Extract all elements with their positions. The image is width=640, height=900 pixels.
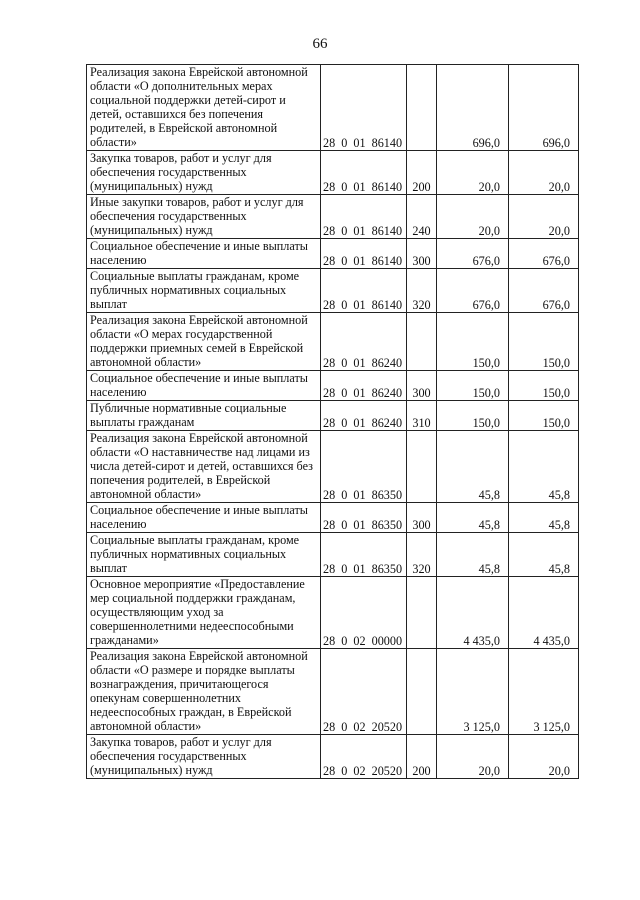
row-expense-type: 320 — [407, 269, 437, 313]
table-row — [87, 371, 579, 401]
row-expense-type: 200 — [407, 151, 437, 195]
row-description: Реализация закона Еврейской автономной области «О мерах государственной поддержки приемных семей в Еврейской автономной области» — [87, 313, 321, 371]
row-amount-1: 45,8 — [437, 533, 509, 577]
row-description: Реализация закона Еврейской автономной области «О дополнительных мерах социальной поддержки детей-сирот и детей, оставшихся без попечения родителей, в Еврейской автономной области» — [87, 65, 321, 151]
row-amount-1: 20,0 — [437, 735, 509, 779]
row-description: Социальное обеспечение и иные выплаты населению — [87, 371, 321, 401]
table-row — [87, 239, 579, 269]
row-expense-type: 310 — [407, 401, 437, 431]
budget-table — [86, 64, 579, 779]
table-row — [87, 401, 579, 431]
row-expense-type — [407, 577, 437, 649]
row-expense-type — [407, 313, 437, 371]
row-target-code: 28 0 01 86140 — [321, 195, 407, 239]
row-amount-2: 676,0 — [509, 269, 579, 313]
row-expense-type — [407, 431, 437, 503]
row-target-code: 28 0 01 86350 — [321, 503, 407, 533]
row-amount-1: 150,0 — [437, 401, 509, 431]
row-expense-type: 320 — [407, 533, 437, 577]
row-amount-1: 4 435,0 — [437, 577, 509, 649]
row-amount-1: 20,0 — [437, 151, 509, 195]
row-amount-1: 150,0 — [437, 313, 509, 371]
row-amount-2: 20,0 — [509, 151, 579, 195]
row-amount-1: 150,0 — [437, 371, 509, 401]
row-amount-2: 150,0 — [509, 371, 579, 401]
row-amount-2: 676,0 — [509, 239, 579, 269]
row-amount-2: 45,8 — [509, 533, 579, 577]
row-target-code: 28 0 01 86350 — [321, 533, 407, 577]
row-target-code: 28 0 01 86140 — [321, 65, 407, 151]
row-amount-2: 20,0 — [509, 735, 579, 779]
table-row — [87, 431, 579, 503]
row-target-code: 28 0 02 00000 — [321, 577, 407, 649]
row-amount-2: 150,0 — [509, 313, 579, 371]
row-amount-2: 45,8 — [509, 503, 579, 533]
table-row — [87, 577, 579, 649]
table-row — [87, 649, 579, 735]
table-row — [87, 269, 579, 313]
row-target-code: 28 0 01 86240 — [321, 371, 407, 401]
row-amount-2: 3 125,0 — [509, 649, 579, 735]
row-target-code: 28 0 01 86140 — [321, 269, 407, 313]
row-amount-1: 45,8 — [437, 431, 509, 503]
row-description: Реализация закона Еврейской автономной области «О размере и порядке выплаты вознаграждения, причитающегося опекунам совершеннолетних недееспособных граждан, в Еврейской автономной области» — [87, 649, 321, 735]
row-amount-2: 696,0 — [509, 65, 579, 151]
row-amount-2: 20,0 — [509, 195, 579, 239]
row-target-code: 28 0 01 86140 — [321, 239, 407, 269]
row-target-code: 28 0 01 86350 — [321, 431, 407, 503]
row-expense-type: 300 — [407, 371, 437, 401]
row-expense-type: 240 — [407, 195, 437, 239]
row-expense-type: 300 — [407, 503, 437, 533]
row-expense-type: 200 — [407, 735, 437, 779]
table-row — [87, 151, 579, 195]
row-target-code: 28 0 01 86140 — [321, 151, 407, 195]
row-amount-1: 676,0 — [437, 239, 509, 269]
row-description: Социальное обеспечение и иные выплаты населению — [87, 239, 321, 269]
row-amount-1: 3 125,0 — [437, 649, 509, 735]
table-row — [87, 65, 579, 151]
row-amount-2: 150,0 — [509, 401, 579, 431]
row-description: Социальные выплаты гражданам, кроме публичных нормативных социальных выплат — [87, 533, 321, 577]
table-row — [87, 533, 579, 577]
row-amount-1: 45,8 — [437, 503, 509, 533]
row-description: Закупка товаров, работ и услуг для обеспечения государственных (муниципальных) нужд — [87, 151, 321, 195]
row-description: Социальное обеспечение и иные выплаты населению — [87, 503, 321, 533]
table-row — [87, 735, 579, 779]
row-description: Основное мероприятие «Предоставление мер социальной поддержки гражданам, осуществляющим уход за совершеннолетними недееспособными гражданами» — [87, 577, 321, 649]
row-target-code: 28 0 02 20520 — [321, 649, 407, 735]
row-amount-1: 696,0 — [437, 65, 509, 151]
row-target-code: 28 0 01 86240 — [321, 401, 407, 431]
row-description: Социальные выплаты гражданам, кроме публичных нормативных социальных выплат — [87, 269, 321, 313]
row-description: Закупка товаров, работ и услуг для обеспечения государственных (муниципальных) нужд — [87, 735, 321, 779]
row-description: Публичные нормативные социальные выплаты гражданам — [87, 401, 321, 431]
table-row — [87, 313, 579, 371]
row-expense-type: 300 — [407, 239, 437, 269]
row-amount-1: 20,0 — [437, 195, 509, 239]
table-row — [87, 195, 579, 239]
row-expense-type — [407, 649, 437, 735]
table-row — [87, 503, 579, 533]
row-amount-2: 4 435,0 — [509, 577, 579, 649]
row-target-code: 28 0 02 20520 — [321, 735, 407, 779]
row-expense-type — [407, 65, 437, 151]
row-target-code: 28 0 01 86240 — [321, 313, 407, 371]
row-description: Иные закупки товаров, работ и услуг для обеспечения государственных (муниципальных) нужд — [87, 195, 321, 239]
row-amount-2: 45,8 — [509, 431, 579, 503]
page-number: 66 — [312, 36, 328, 52]
row-description: Реализация закона Еврейской автономной области «О наставничестве над лицами из числа детей-сирот и детей, оставшихся без попечения родителей, в Еврейской автономной области» — [87, 431, 321, 503]
row-amount-1: 676,0 — [437, 269, 509, 313]
